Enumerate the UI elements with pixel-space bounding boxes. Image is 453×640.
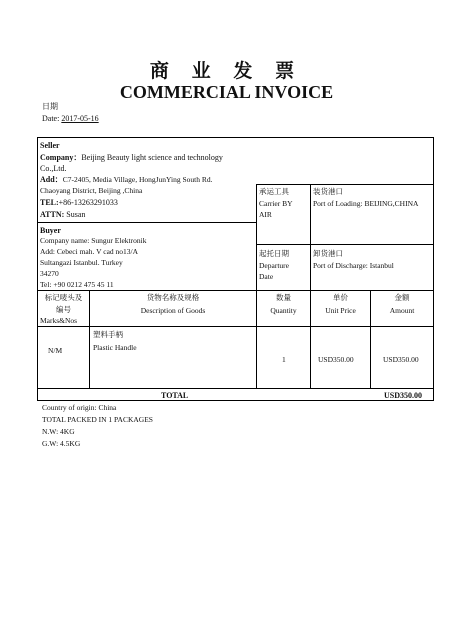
quantity-header-chinese: 数量 (276, 293, 291, 302)
date-value: 2017-05-16 (61, 114, 99, 123)
country-of-origin: Country of origin: China (42, 403, 117, 412)
seller-tel-label: TEL: (40, 198, 59, 207)
loading-label-chinese: 装货港口 (313, 187, 343, 196)
carrier-value: AIR (259, 210, 272, 219)
table-border-top (37, 137, 434, 138)
item-amount: USD350.00 (383, 355, 419, 364)
seller-tel: +86-13263291033 (58, 198, 118, 207)
description-header: Description of Goods (140, 306, 206, 315)
seller-tel-line (40, 197, 118, 208)
unit-price-header: Unit Price (325, 306, 356, 315)
item-marks: N/M (48, 346, 63, 355)
seller-address-line (40, 175, 213, 185)
item-description: Plastic Handle (93, 343, 137, 352)
carrier-label-chinese: 承运工具 (259, 187, 289, 196)
departure-label: Departure (259, 261, 289, 270)
buyer-address: Add: Cebeci mah. V cad no13/A (40, 247, 139, 256)
grid-line (256, 184, 257, 290)
seller-address-cont: Chaoyang District, Beijing ,China (40, 186, 143, 195)
table-border-bottom (37, 400, 434, 401)
grid-line (256, 184, 433, 185)
description-header-chinese: 货物名称及规格 (146, 293, 200, 302)
seller-company-name-cont: Co.,Ltd. (40, 164, 67, 173)
grid-line (37, 222, 256, 223)
port-of-discharge: Port of Discharge: Istanbul (313, 261, 394, 270)
grid-line (310, 290, 311, 388)
grid-line (89, 290, 90, 388)
seller-company-label: Company： (40, 153, 82, 162)
marks-header-chinese: 标记唛头及 (44, 293, 83, 302)
date-label-chinese: 日期 (42, 102, 58, 111)
buyer-heading: Buyer (40, 226, 61, 235)
seller-address: C7-2405, Media Village, HongJunYing South Rd. (62, 175, 213, 184)
grid-line (310, 184, 311, 290)
seller-attn-line (40, 209, 85, 220)
seller-company-name: Beijing Beauty light science and technology (81, 153, 223, 162)
departure-label-chinese: 起托日期 (259, 249, 289, 258)
buyer-company: Company name: Sungur Elektronik (40, 236, 147, 245)
grid-line (37, 388, 434, 389)
amount-header: Amount (389, 306, 415, 315)
buyer-tel: Tel: +90 0212 475 45 11 (40, 280, 114, 289)
seller-company-line (40, 152, 223, 163)
amount-header-chinese: 金额 (394, 293, 410, 302)
grid-line (256, 244, 433, 245)
item-description-chinese: 塑料手柄 (93, 330, 123, 339)
seller-heading: Seller (40, 141, 60, 150)
grid-line (256, 290, 257, 388)
total-packed: TOTAL PACKED IN 1 PACKAGES (42, 415, 153, 424)
grid-line (37, 326, 434, 327)
seller-address-label: Add： (40, 175, 63, 184)
total-label: TOTAL (161, 391, 189, 400)
seller-attn-label: ATTN: (40, 210, 65, 219)
marks-header: Marks&Nos (40, 316, 78, 325)
seller-attn: Susan (66, 210, 86, 219)
title-english: COMMERCIAL INVOICE (119, 82, 334, 102)
unit-price-header-chinese: 单价 (333, 293, 348, 302)
gross-weight: G.W: 4.5KG (42, 439, 81, 448)
marks-header-chinese-cont: 编号 (56, 305, 71, 314)
title-chinese: 商 业 发 票 (149, 61, 304, 82)
item-unit-price: USD350.00 (318, 355, 354, 364)
date-label: Date: (42, 114, 60, 123)
table-border-right (433, 137, 434, 401)
grid-line (37, 290, 434, 291)
buyer-zip: 34270 (40, 269, 59, 278)
total-value: USD350.00 (384, 391, 423, 400)
item-quantity: 1 (282, 355, 286, 364)
discharge-label-chinese: 卸货港口 (313, 249, 343, 258)
departure-label-cont: Date (259, 272, 274, 281)
grid-line (370, 290, 371, 388)
date-line (42, 114, 99, 123)
port-of-loading: Port of Loading: BEIJING,CHINA (313, 199, 419, 208)
carrier-label: Carrier BY (259, 199, 293, 208)
buyer-city: Sultangazi Istanbul. Turkey (40, 258, 123, 267)
quantity-header: Quantity (270, 306, 297, 315)
net-weight: N.W: 4KG (42, 427, 75, 436)
table-border-left (37, 137, 38, 401)
